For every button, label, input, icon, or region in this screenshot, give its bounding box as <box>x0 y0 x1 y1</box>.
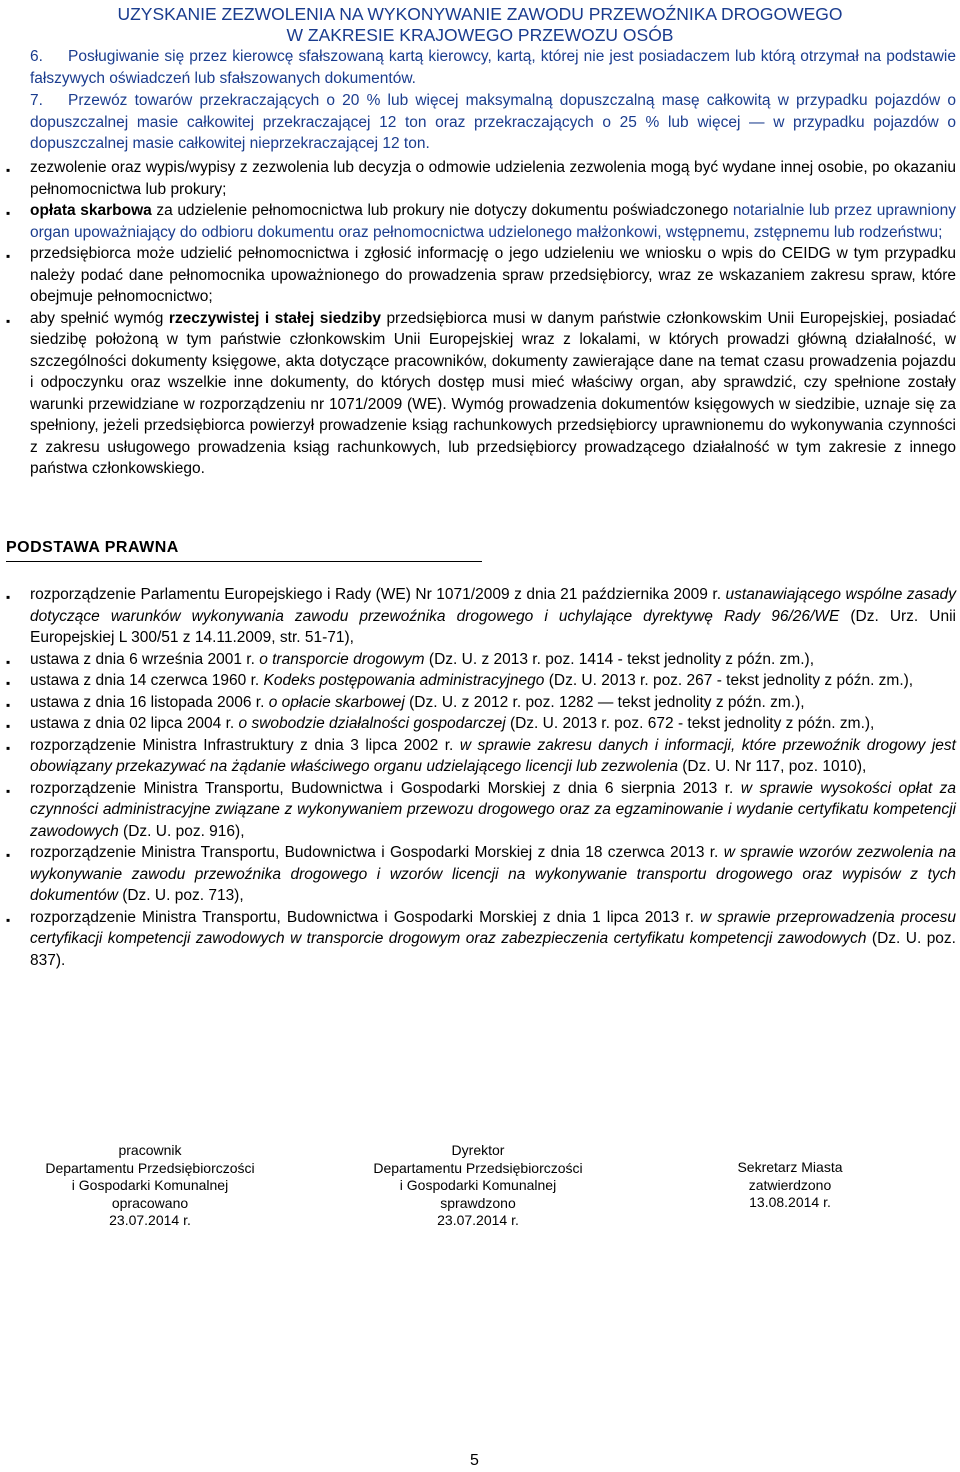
signature-date: 23.07.2014 r. <box>109 1212 191 1228</box>
legal-plain: rozporządzenie Ministra Transportu, Budownictwa i Gospodarki Morskiej z dnia 6 sierpnia 2013 r. <box>30 779 741 797</box>
signature-role: Dyrektor <box>451 1142 505 1158</box>
legal-basis-list <box>0 584 960 971</box>
note-text: aby spełnić wymóg <box>30 309 169 327</box>
legal-ref: (Dz. U. 2013 r. poz. 672 - tekst jednolity z późn. zm.), <box>505 715 875 732</box>
legal-ref: (Dz. Urz. Unii Europejskiej L 300/51 z 14.11.2009, str. 51-71), <box>30 607 956 646</box>
legal-item <box>0 713 956 735</box>
note-text: przedsiębiorca musi w danym państwie członkowskim Unii Europejskiej, posiadać siedzibę położoną w tym państwie członkowskim Unii Europejskiej wraz z lokalami, w których prowadzi główną działalność, w szczególności dokumenty księgowe, akta dotyczące pracowników, dokumenty zawierające dane na temat czasu prowadzenia pojazdu i odpoczynku oraz wszelkie inne dokumenty, do których dostęp musi mieć właściwy organ, aby sprawdzić, czy spełnione zostały warunki przewidziane w rozporządzeniu nr 1071/2009 (WE). Wymóg prowadzenia dokumentów księgowych w siedzibie, uznaje się za spełniony, jeżeli przedsiębiorca powierzył prowadzenie ksiąg rachunkowych przedsiębiorcy uprawnionemu do wykonywania czynności z zakresu usługowego prowadzenia ksiąg rachunkowych, lub przedsiębiorcy prowadzącego działalność w tym zakresie z innego państwa członkowskiego. <box>30 309 956 477</box>
square-bullet-icon: ▪ <box>6 697 11 712</box>
signature-department: i Gospodarki Komunalnej <box>71 1177 229 1193</box>
signature-role: Sekretarz Miasta <box>737 1159 843 1175</box>
square-bullet-icon: ▪ <box>6 912 11 927</box>
legal-ref: (Dz. U. z 2013 r. poz. 1414 - tekst jednolity z późn. zm.), <box>424 650 814 668</box>
legal-ref: (Dz. U. z 2012 r. poz. 1282 — tekst jednolity z późn. zm.), <box>404 693 805 711</box>
legal-item <box>0 692 956 714</box>
note-item <box>0 243 956 308</box>
note-text: przedsiębiorca może udzielić pełnomocnictwa i zgłosić informację o jego udzieleniu we wniosku o wpis do CEIDG w tym przypadku należy podać dane pełnomocnika upoważnionego do prowadzenia spraw przedsiębiorcy, wraz ze wskazaniem zakresu spraw, które obejmuje pełnomocnictwo; <box>30 245 956 305</box>
note-text-highlight: notarialnie lub przez uprawniony organ upoważniający do odbioru dokumentu oraz pełnomocnictwa udzielonego małżonkowi, wstępnemu, zstępnemu lub rodzeństwu; <box>30 202 956 241</box>
item-text: Przewóz towarów przekraczających o 20 % lub więcej maksymalną dopuszczalną masę całkowitą w przypadku pojazdów o dopuszczalnej masie całkowitej przekraczającej 12 ton oraz przekraczających o 25 % lub więcej — w przypadku pojazdów o dopuszczalnej masie całkowitej nieprzekraczającej 12 ton. <box>30 92 956 152</box>
legal-ref: (Dz. U. poz. 713), <box>117 887 244 904</box>
signature-action: zatwierdzono <box>748 1176 832 1193</box>
section-title: PODSTAWA PRAWNA <box>6 539 179 556</box>
legal-title: w sprawie wysokości opłat za czynności administracyjne związane z wykonywaniem przewozu drogowego oraz za egzaminowanie i wydanie certyfikatu kompetencji zawodowych <box>30 779 956 840</box>
note-item <box>0 200 956 243</box>
legal-plain: ustawa z dnia 02 lipca 2004 r. <box>30 715 239 732</box>
signature-role: pracownik <box>118 1142 182 1158</box>
square-bullet-icon: ▪ <box>6 740 11 755</box>
legal-plain: ustawa z dnia 6 września 2001 r. <box>30 650 260 668</box>
legal-title: Kodeks postępowania administracyjnego <box>263 672 545 689</box>
legal-ref: (Dz. U. Nr 117, poz. 1010), <box>677 758 867 775</box>
signature-date: 23.07.2014 r. <box>437 1212 519 1228</box>
legal-title: o transporcie drogowym <box>259 650 425 668</box>
note-bold: opłata skarbowa <box>30 202 152 219</box>
numbered-item-6 <box>30 46 956 89</box>
signature-date: 13.08.2014 r. <box>749 1194 831 1210</box>
square-bullet-icon: ▪ <box>6 676 11 690</box>
signature-department: Departamentu Przedsiębiorczości <box>45 1159 255 1176</box>
square-bullet-icon: ▪ <box>6 249 11 263</box>
legal-plain: rozporządzenie Ministra Transportu, Budownictwa i Gospodarki Morskiej z dnia 1 lipca 2013 r. <box>30 908 700 926</box>
numbered-item-7 <box>30 90 956 155</box>
legal-ref: (Dz. U. 2013 r. poz. 267 - tekst jednolity z późn. zm.), <box>544 672 914 689</box>
signature-block-secretary <box>720 1159 860 1212</box>
legal-ref: (Dz. U. poz. 916), <box>118 822 245 840</box>
square-bullet-icon: ▪ <box>6 206 11 220</box>
legal-item <box>0 735 956 778</box>
legal-title: ustanawiającego wspólne zasady dotyczące warunków wykonywania zawodu przewoźnika drogowego i uchylające dyrektywę Rady 96/26/WE <box>30 586 956 625</box>
square-bullet-icon: ▪ <box>6 163 11 177</box>
signature-department: Departamentu Przedsiębiorczości <box>373 1159 583 1176</box>
header-line-2: W ZAKRESIE KRAJOWEGO PRZEWOZU OSÓB <box>286 25 674 45</box>
legal-plain: ustawa z dnia 16 listopada 2006 r. <box>30 693 269 711</box>
legal-plain: ustawa z dnia 14 czerwca 1960 r. <box>30 672 264 689</box>
legal-title: w sprawie przeprowadzenia procesu certyfikacji kompetencji zawodowych w transporcie drogowym oraz zabezpieczenia certyfikatu kompetencji zawodowych <box>30 908 956 947</box>
legal-item <box>0 670 956 692</box>
square-bullet-icon: ▪ <box>6 654 11 669</box>
legal-title: o swobodzie działalności gospodarczej <box>238 715 506 732</box>
legal-title: w sprawie wzorów zezwolenia na wykonywanie zawodu przewoźnika drogowego i wzorów licencji na wykonywanie transportu drogowego oraz wypisów z tych dokumentów <box>30 844 957 904</box>
square-bullet-icon: ▪ <box>6 313 11 328</box>
page-number: 5 <box>470 1452 479 1469</box>
square-bullet-icon: ▪ <box>6 719 11 733</box>
legal-title: o opłacie skarbowej <box>268 693 405 711</box>
signature-block-director <box>356 1142 600 1230</box>
item-number: 6. <box>30 48 43 65</box>
square-bullet-icon: ▪ <box>6 590 11 604</box>
square-bullet-icon: ▪ <box>6 783 11 798</box>
signature-action: opracowano <box>111 1194 189 1211</box>
note-bold: rzeczywistej i stałej siedziby <box>168 309 381 327</box>
legal-item <box>0 842 956 907</box>
note-item <box>0 157 956 200</box>
signature-action: sprawdzono <box>440 1194 516 1211</box>
legal-item <box>0 584 956 649</box>
section-underline <box>6 561 482 562</box>
legal-plain: rozporządzenie Ministra Transportu, Budownictwa i Gospodarki Morskiej z dnia 18 czerwca 2013 r. <box>30 844 724 861</box>
legal-plain: rozporządzenie Parlamentu Europejskiego i Rady (WE) Nr 1071/2009 z dnia 21 października 2009 r. <box>30 586 726 603</box>
legal-item <box>0 907 956 972</box>
legal-ref: (Dz. U. poz. 837). <box>30 930 956 969</box>
legal-plain: rozporządzenie Ministra Infrastruktury z dnia 3 lipca 2002 r. <box>30 736 460 754</box>
header-line-1: UZYSKANIE ZEZWOLENIA NA WYKONYWANIE ZAWODU PRZEWOŹNIKA DROGOWEGO <box>117 4 843 24</box>
note-text: zezwolenie oraz wypis/wypisy z zezwolenia lub decyzja o odmowie udzielenia zezwolenia mogą być wydane innej osobie, po okazaniu pełnomocnictwa lub prokury; <box>30 159 956 198</box>
legal-item <box>0 649 956 671</box>
document-header <box>0 4 960 46</box>
notes-list <box>0 157 960 480</box>
signature-block-employee <box>30 1142 270 1230</box>
legal-title: w sprawie zakresu danych i informacji, które przewoźnik drogowy jest obowiązany przekazywać na żądanie właściwego organu udzielającego licencji lub zezwolenia <box>30 736 956 775</box>
legal-item <box>0 778 956 843</box>
item-number: 7. <box>30 92 43 109</box>
note-item <box>0 308 956 480</box>
item-text: Posługiwanie się przez kierowcę sfałszowaną kartą kierowcy, kartą, której nie jest posiadaczem lub którą otrzymał na podstawie fałszywych oświadczeń lub sfałszowanych dokumentów. <box>30 48 956 87</box>
signature-department: i Gospodarki Komunalnej <box>399 1177 557 1193</box>
note-text: za udzielenie pełnomocnictwa lub prokury nie dotyczy dokumentu poświadczonego <box>151 202 733 219</box>
square-bullet-icon: ▪ <box>6 848 11 862</box>
